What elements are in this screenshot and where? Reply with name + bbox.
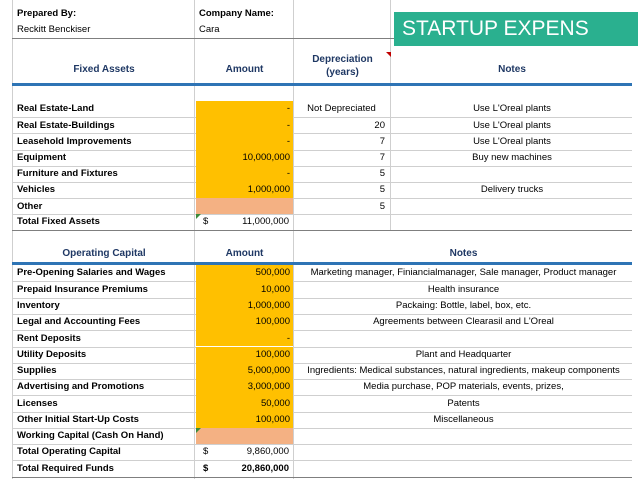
depreciation-header-line2: (years) — [326, 67, 359, 78]
operating-capital-item: Inventory — [17, 299, 60, 311]
fixed-asset-notes[interactable]: Delivery trucks — [480, 184, 544, 196]
grid-col-a — [12, 0, 13, 479]
fixed-asset-notes[interactable] — [392, 166, 632, 182]
fixed-asset-amount-input[interactable]: 1,000,000 — [196, 182, 293, 198]
fixed-asset-notes[interactable] — [392, 198, 632, 214]
prepared-by-value[interactable]: Reckitt Benckiser — [17, 24, 91, 36]
operating-capital-amount-input[interactable]: 10,000 — [196, 281, 293, 297]
total-operating-capital-label: Total Operating Capital — [17, 446, 121, 458]
company-name-label: Company Name: — [199, 8, 274, 20]
operating-capital-item: Legal and Accounting Fees — [17, 316, 141, 328]
comment-indicator[interactable] — [386, 52, 391, 57]
fixed-asset-item: Vehicles — [17, 184, 56, 196]
fixed-notes-header: Notes — [498, 64, 526, 75]
prepared-by-label: Prepared By: — [17, 8, 77, 20]
depreciation-years[interactable]: Not Depreciated — [307, 103, 376, 115]
fixed-amount-header: Amount — [225, 64, 264, 75]
formula-indicator-2 — [196, 428, 201, 433]
operating-capital-amount-input[interactable]: 500,000 — [196, 265, 293, 281]
fixed-asset-notes[interactable]: Use L'Oreal plants — [473, 103, 551, 115]
operating-capital-amount-input[interactable]: 3,000,000 — [196, 379, 293, 395]
operating-capital-amount-input[interactable]: 100,000 — [196, 412, 293, 428]
fixed-asset-item: Real Estate-Buildings — [17, 119, 115, 131]
depreciation-years[interactable]: 7 — [379, 135, 385, 147]
operating-capital-item: Working Capital (Cash On Hand) — [17, 430, 164, 442]
operating-capital-item: Supplies — [17, 365, 57, 377]
operating-capital-notes[interactable]: Miscellaneous — [433, 414, 494, 426]
operating-amount-header: Amount — [225, 248, 264, 259]
operating-capital-notes[interactable]: Ingredients: Medical substances, natural ingredients, makeup components — [307, 365, 620, 377]
fixed-asset-amount-input[interactable]: 10,000,000 — [196, 150, 293, 166]
operating-capital-amount-input[interactable] — [196, 428, 293, 444]
fixed-asset-amount-input[interactable]: - — [196, 101, 293, 117]
fixed-assets-header: Fixed Assets — [73, 64, 135, 75]
total-fixed-assets-value[interactable]: 11,000,000 — [242, 216, 289, 228]
operating-capital-header: Operating Capital — [62, 248, 146, 259]
fixed-assets-header-rule — [12, 83, 632, 86]
operating-capital-notes[interactable]: Health insurance — [427, 283, 500, 295]
operating-capital-item: Prepaid Insurance Premiums — [17, 283, 148, 295]
depreciation-years[interactable]: 5 — [379, 200, 385, 212]
fixed-asset-item: Equipment — [17, 151, 67, 163]
operating-capital-amount-input[interactable]: - — [196, 330, 293, 346]
operating-capital-notes[interactable]: Plant and Headquarter — [415, 348, 512, 360]
operating-capital-amount-input[interactable]: 1,000,000 — [196, 298, 293, 314]
fixed-asset-item: Leasehold Improvements — [17, 135, 132, 147]
total-required-currency: $ — [203, 463, 209, 475]
fixed-asset-item: Other — [17, 200, 43, 212]
fixed-asset-item: Real Estate-Land — [17, 103, 95, 115]
depreciation-years[interactable]: 5 — [379, 184, 385, 196]
operating-capital-notes[interactable]: Patents — [447, 397, 480, 409]
fixed-asset-amount-input[interactable]: - — [196, 133, 293, 149]
operating-capital-notes[interactable]: Packaing: Bottle, label, box, etc. — [395, 299, 532, 311]
fixed-asset-amount-input[interactable] — [196, 198, 293, 214]
startup-expenses-banner: STARTUP EXPENS — [394, 12, 638, 46]
operating-capital-amount-input[interactable]: 100,000 — [196, 314, 293, 330]
grid-col-b — [194, 0, 195, 479]
depreciation-header-line1: Depreciation — [312, 54, 373, 65]
depreciation-years[interactable]: 7 — [379, 151, 385, 163]
fixed-asset-item: Furniture and Fixtures — [17, 168, 118, 180]
operating-capital-notes[interactable]: Agreements between Clearasil and L'Oreal — [373, 316, 554, 328]
total-required-funds-label: Total Required Funds — [17, 463, 114, 475]
total-fixed-assets-label: Total Fixed Assets — [17, 216, 100, 228]
header-divider — [12, 38, 394, 39]
operating-capital-item: Rent Deposits — [17, 332, 81, 344]
total-operating-capital-value[interactable]: 9,860,000 — [246, 446, 289, 458]
fixed-asset-amount-input[interactable]: - — [196, 166, 293, 182]
operating-capital-notes[interactable]: Media purchase, POP materials, events, prizes, — [363, 381, 564, 393]
fixed-asset-notes[interactable]: Use L'Oreal plants — [473, 135, 551, 147]
bottom-rule — [12, 477, 632, 478]
operating-capital-amount-input[interactable]: 100,000 — [196, 347, 293, 363]
company-name-value[interactable]: Cara — [199, 24, 220, 36]
total-fixed-currency: $ — [203, 216, 209, 228]
operating-capital-item: Pre-Opening Salaries and Wages — [17, 267, 166, 279]
operating-capital-item: Advertising and Promotions — [17, 381, 145, 393]
operating-capital-amount-input[interactable]: 50,000 — [196, 395, 293, 411]
operating-capital-notes[interactable] — [295, 330, 632, 346]
operating-capital-amount-input[interactable]: 5,000,000 — [196, 363, 293, 379]
fixed-asset-amount-input[interactable]: - — [196, 117, 293, 133]
fixed-asset-notes[interactable]: Use L'Oreal plants — [473, 119, 551, 131]
operating-notes-header: Notes — [449, 248, 478, 259]
operating-capital-item: Licenses — [17, 397, 58, 409]
grid-col-d — [390, 0, 391, 230]
operating-capital-item: Utility Deposits — [17, 348, 87, 360]
fixed-total-rule — [12, 230, 632, 231]
operating-capital-item: Other Initial Start-Up Costs — [17, 414, 139, 426]
fixed-asset-notes[interactable]: Buy new machines — [472, 151, 552, 163]
depreciation-years[interactable]: 5 — [379, 168, 385, 180]
grid-col-c — [293, 0, 294, 479]
operating-capital-notes[interactable]: Marketing manager, Finiancialmanager, Sale manager, Product manager — [310, 267, 617, 279]
total-operating-currency: $ — [203, 446, 209, 458]
operating-capital-notes[interactable] — [295, 428, 632, 444]
depreciation-years[interactable]: 20 — [374, 119, 385, 131]
total-required-funds-value[interactable]: 20,860,000 — [241, 463, 289, 475]
